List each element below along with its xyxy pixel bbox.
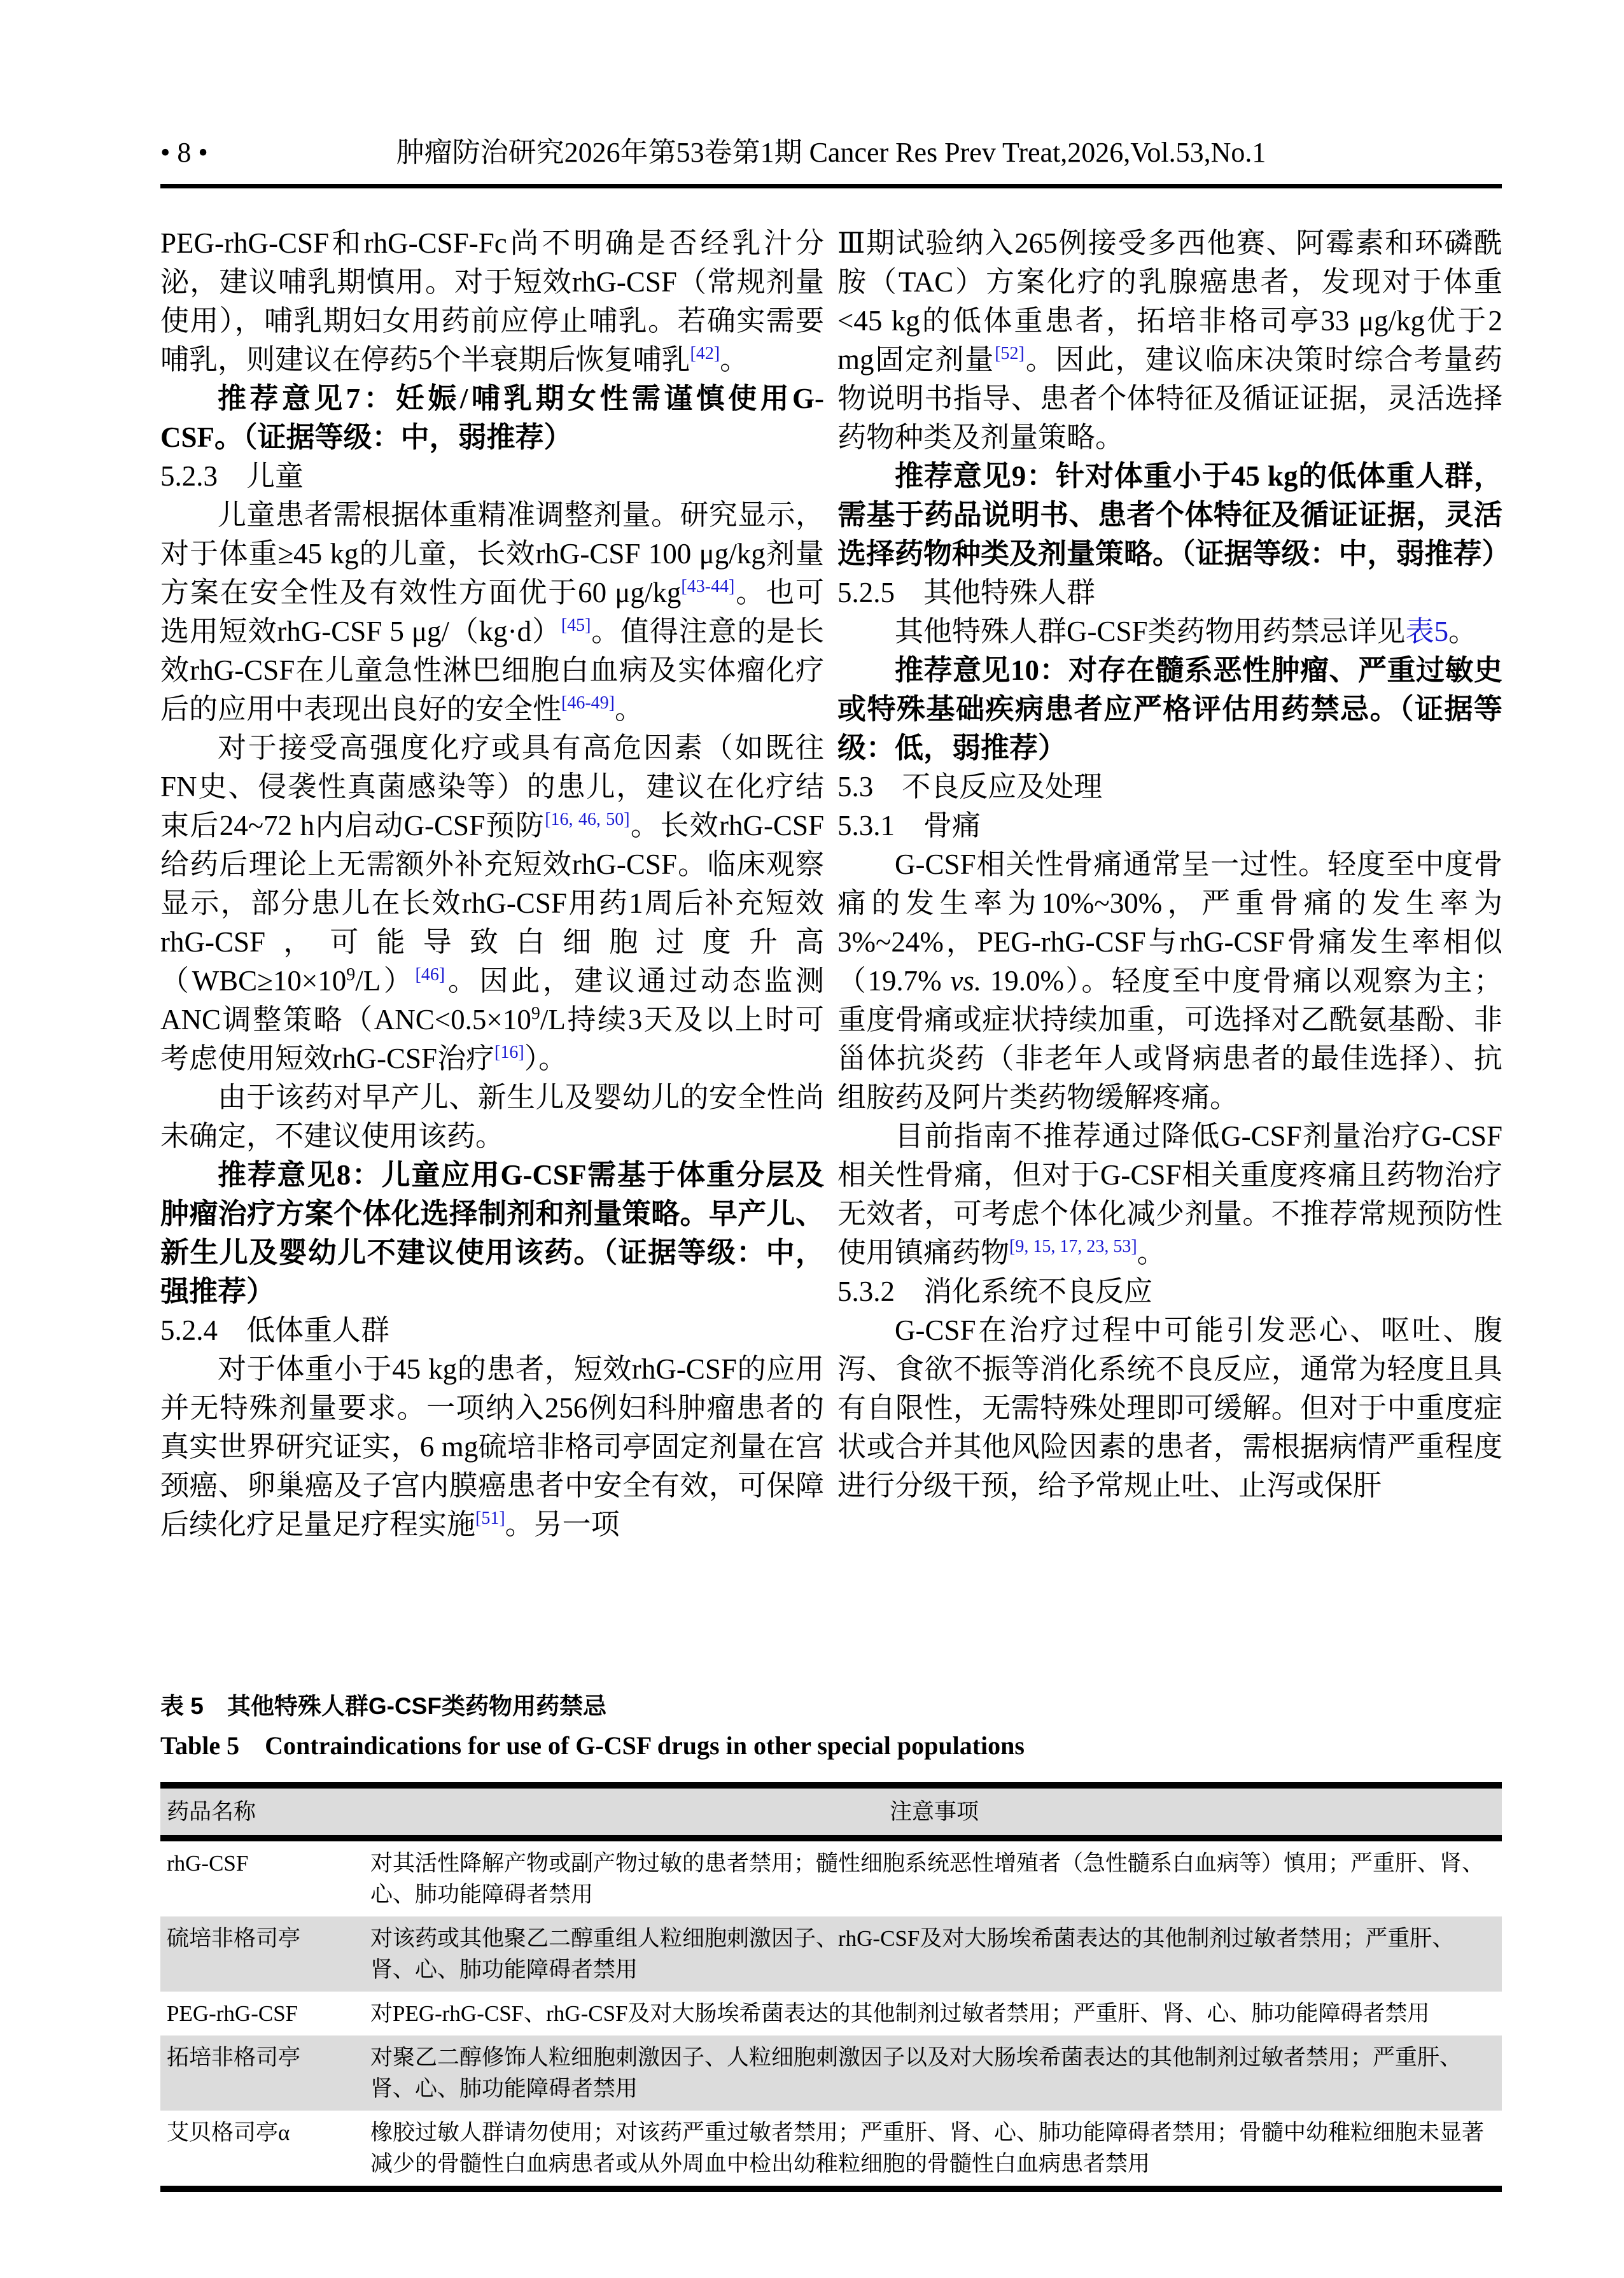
column-left (160, 224, 824, 1544)
body-paragraph: 对于体重小于45 kg的患者，短效rhG-CSF的应用并无特殊剂量要求。一项纳入256例妇科肿瘤患者的真实世界研究证实，6 mg硫培非格司亭固定剂量在宫颈癌、卵巢癌及子宫内膜癌患者中安全有效，可保障后续化疗足量足疗程实施[51]。另一项 (160, 1353, 824, 1540)
body-paragraph: 儿童患者需根据体重精准调整剂量。研究显示，对于体重≥45 kg的儿童，长效rhG-CSF 100 μg/kg剂量方案在安全性及有效性方面优于60 μg/kg[43-44]。也可选用短效rhG-CSF 5 μg/（kg·d）[45]。值得注意的是长效rhG-CSF在儿童急性淋巴细胞白血病及实体瘤化疗后的应用中表现出良好的安全性[46-49]。 (160, 499, 824, 725)
body-paragraph: G-CSF相关性骨痛通常呈一过性。轻度至中度骨痛的发生率为10%~30%，严重骨痛的发生率为3%~24%，PEG-rhG-CSF与rhG-CSF骨痛发生率相似（19.7% vs. 19.0%）。轻度至中度骨痛以观察为主；重度骨痛或症状持续加重，可选择对乙酰氨基酚、非甾体抗炎药（非老年人或肾病患者的最佳选择）、抗组胺药及阿片类药物缓解疼痛。 (837, 848, 1502, 1113)
citation-ref[interactable]: [45] (561, 615, 591, 635)
column-header-note: 注意事项 (889, 1799, 979, 1824)
body-paragraph: 对于接受高强度化疗或具有高危因素（如既往FN史、侵袭性真菌感染等）的患儿，建议在化疗结束后24~72 h内启动G-CSF预防[16, 46, 50]。长效rhG-CSF给药后理论上无需额外补充短效rhG-CSF。临床观察显示，部分患儿在长效rhG-CSF用药1周后补充短效rhG-CSF，可能导致白细胞过度升高$(WBC\ge 10\times 10^9/L)[46]$。因此，建议通过动态监测ANC调整策略（$ANC<0.5\times 10^9/L$持续3天及以上时可考虑使用短效rhG-CSF治疗[16]）。 (160, 732, 825, 1074)
citation-ref[interactable]: [42] (690, 344, 720, 363)
citation-ref[interactable]: [9, 15, 17, 23, 53] (1009, 1237, 1137, 1256)
body-paragraph: 其他特殊人群G-CSF类药物用药禁忌详见表5。 (895, 615, 1478, 647)
table5-link[interactable]: 表5 (1405, 615, 1449, 647)
body-paragraph: 由于该药对早产儿、新生儿及婴幼儿的安全性尚未确定，不建议使用该药。 (160, 1081, 824, 1152)
page-number: • 8 • (160, 137, 208, 168)
table-row (160, 1838, 1502, 1916)
body-paragraph: PEG-rhG-CSF和rhG-CSF-Fc尚不明确是否经乳汁分泌，建议哺乳期慎用。对于短效rhG-CSF（常规剂量使用），哺乳期妇女用药前应停止哺乳。若确实需要哺乳，则建议在停药5个半衰期后恢复哺乳[42]。 (160, 227, 824, 376)
citation-ref[interactable]: [46] (415, 965, 445, 985)
citation-ref[interactable]: [16] (494, 1043, 524, 1062)
recommendation-paragraph: 推荐意见8：儿童应用G-CSF需基于体重分层及肿瘤治疗方案个体化选择制剂和剂量策略。早产儿、新生儿及婴幼儿不建议使用该药。（证据等级：中，强推荐） (160, 1159, 824, 1307)
table-row (160, 1992, 1502, 2035)
citation-ref[interactable]: [51] (475, 1508, 505, 1528)
section-heading: 5.2.5 其他特殊人群 (837, 577, 1096, 608)
section-heading: 5.3 不良反应及处理 (837, 771, 1103, 803)
table-row (160, 1916, 1502, 1992)
running-head (160, 130, 1502, 175)
exponent: 9 (346, 965, 356, 985)
drug-name-cell: rhG-CSF (167, 1851, 249, 1876)
body-paragraph: Ⅲ期试验纳入265例接受多西他赛、阿霉素和环磷酰胺（TAC）方案化疗的乳腺癌患者，发现对于体重<45 kg的低体重患者，拓培非格司亭33 μg/kg优于2 mg固定剂量[52]。因此，建议临床决策时综合考量药物说明书指导、患者个体特征及循证证据，灵活选择药物种类及剂量策略。 (837, 227, 1502, 453)
section-heading: 5.2.4 低体重人群 (160, 1314, 390, 1346)
section-heading: 5.3.2 消化系统不良反应 (837, 1276, 1153, 1307)
recommendation-paragraph: 推荐意见7：妊娠/哺乳期女性需谨慎使用G-CSF。（证据等级：中，弱推荐） (160, 383, 824, 453)
drug-name-cell: 艾贝格司亭α (167, 2120, 290, 2145)
column-header-drug: 药品名称 (167, 1799, 256, 1824)
column-right (837, 224, 1511, 1505)
journal-title-line: 肿瘤防治研究2026年第53卷第1期 Cancer Res Prev Treat,2026,Vol.53,No.1 (396, 137, 1266, 168)
recommendation-paragraph: 推荐意见10：对存在髓系恶性肿瘤、严重过敏史或特殊基础疾病患者应严格评估用药禁忌。（证据等级：低，弱推荐） (837, 654, 1502, 764)
citation-ref[interactable]: [46-49] (561, 693, 615, 713)
table-caption-en: Table 5 Contraindications for use of G-CSF drugs in other special populations (160, 1731, 1025, 1760)
section-heading: 5.2.3 儿童 (160, 460, 304, 492)
body-paragraph: G-CSF在治疗过程中可能引发恶心、呕吐、腹泻、食欲不振等消化系统不良反应，通常为轻度且具有自限性，无需特殊处理即可缓解。但对于中重度症状或合并其他风险因素的患者，需根据病情严重程度进行分级干预，给予常规止吐、止泻或保肝 (837, 1314, 1502, 1501)
body-paragraph: 目前指南不推荐通过降低G-CSF剂量治疗G-CSF相关性骨痛，但对于G-CSF相关重度疼痛且药物治疗无效者，可考虑个体化减少剂量。不推荐常规预防性使用镇痛药物[9, 15, 17, 23, 53]。 (837, 1120, 1502, 1269)
table-row (160, 2035, 1502, 2111)
drug-name-cell: 拓培非格司亭 (167, 2045, 301, 2070)
section-heading: 5.3.1 骨痛 (837, 810, 981, 841)
table-caption-zh: 表 5 其他特殊人群G-CSF类药物用药禁忌 (160, 1693, 606, 1719)
note-cell: 对其活性降解产物或副产物过敏的患者禁用；髓性细胞系统恶性增殖者（急性髓系白血病等）慎用；严重肝、肾、心、肺功能障碍者禁用 (370, 1851, 1485, 1907)
drug-name-cell: 硫培非格司亭 (167, 1926, 301, 1951)
note-cell: 对PEG-rhG-CSF、rhG-CSF及对大肠埃希菌表达的其他制剂过敏者禁用；严重肝、肾、心、肺功能障碍者禁用 (370, 2001, 1430, 2026)
contraindications-table-body (160, 1838, 1502, 2189)
citation-ref[interactable]: [16, 46, 50] (545, 810, 630, 829)
table-row (160, 2111, 1502, 2189)
note-cell: 对聚乙二醇修饰人粒细胞刺激因子、人粒细胞刺激因子以及对大肠埃希菌表达的其他制剂过敏者禁用；严重肝、肾、心、肺功能障碍者禁用 (370, 2045, 1462, 2101)
table-head (160, 1785, 1502, 1838)
citation-ref[interactable]: [52] (995, 344, 1025, 363)
note-cell: 对该药或其他聚乙二醇重组人粒细胞刺激因子、rhG-CSF及对大肠埃希菌表达的其他制剂过敏者禁用；严重肝、肾、心、肺功能障碍者禁用 (370, 1926, 1455, 1982)
contraindications-table (160, 1782, 1502, 2192)
italic-text: vs. (950, 965, 982, 997)
citation-ref[interactable]: [43-44] (681, 577, 735, 596)
recommendation-paragraph: 推荐意见9：针对体重小于45 kg的低体重人群，需基于药品说明书、患者个体特征及循证证据，灵活选择药物种类及剂量策略。（证据等级：中，弱推荐） (837, 460, 1511, 570)
table-header-row (160, 1785, 1502, 1838)
note-cell: 橡胶过敏人群请勿使用；对该药严重过敏者禁用；严重肝、肾、心、肺功能障碍者禁用；骨髓中幼稚粒细胞未显著减少的骨髓性白血病患者或从外周血中检出幼稚粒细胞的骨髓性白血病患者禁用 (370, 2120, 1485, 2176)
table5-block (160, 1691, 1502, 2192)
drug-name-cell: PEG-rhG-CSF (167, 2001, 298, 2026)
header-rule (160, 184, 1502, 188)
exponent: 9 (531, 1004, 540, 1023)
